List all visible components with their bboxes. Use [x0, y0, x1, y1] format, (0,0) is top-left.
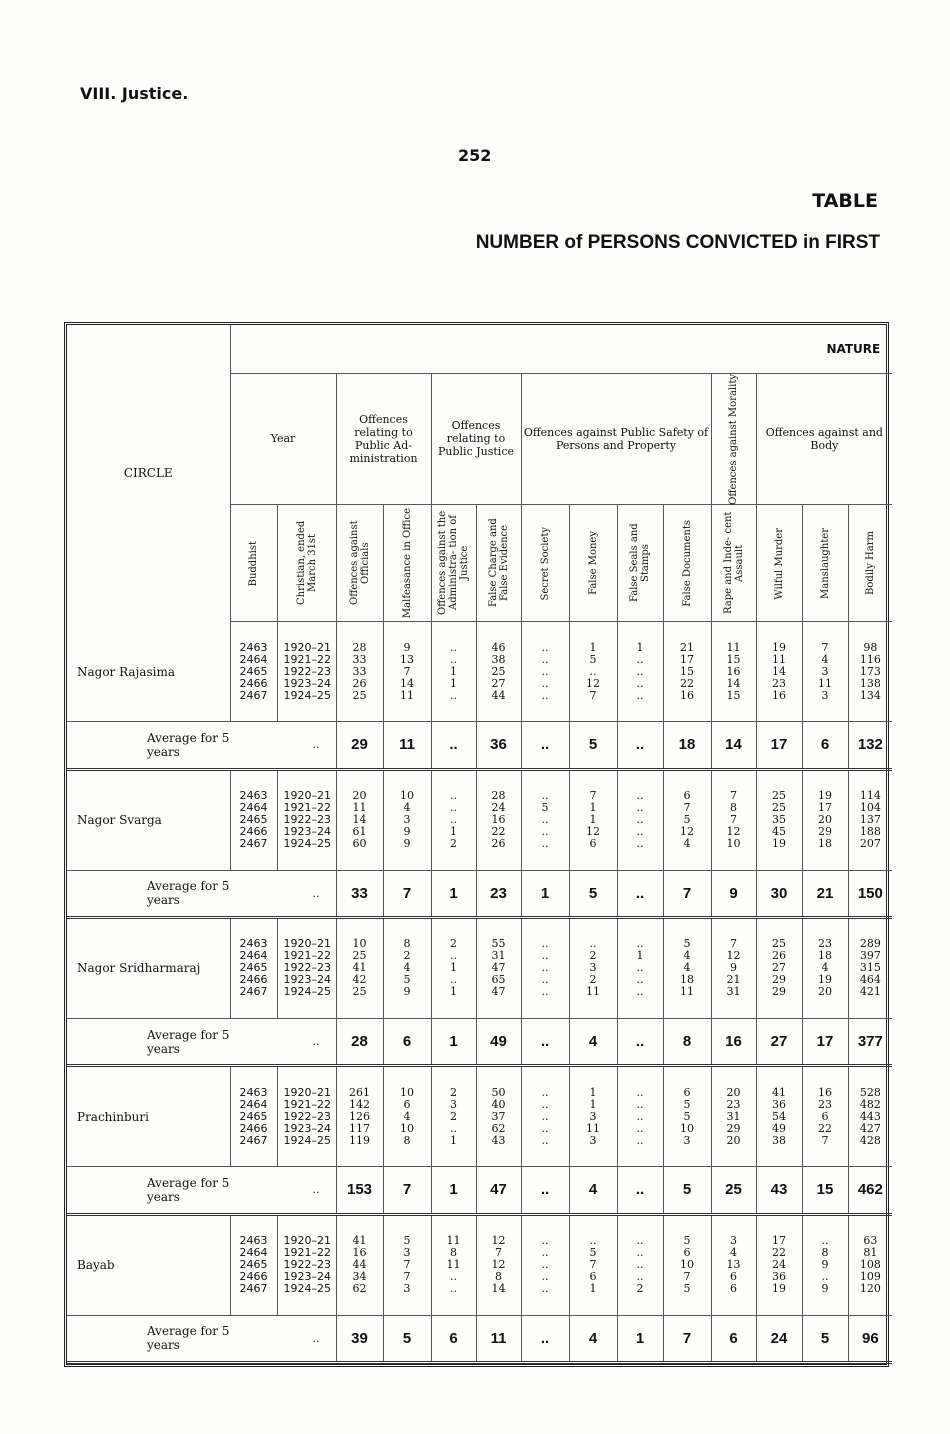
average-value: 7: [663, 1315, 711, 1362]
average-value: ..: [521, 1315, 569, 1362]
average-value: 5: [569, 722, 617, 769]
statistics-table-frame: [64, 322, 889, 1367]
buddhist-years: 2463 2464 2465 2466 2467: [230, 917, 277, 1018]
average-value: ..: [431, 722, 476, 769]
col-manslaughter: Manslaughter: [802, 505, 848, 622]
value-cell: 28 24 16 22 26: [476, 769, 521, 870]
col-rape-assault: Rape and Inde- cent Assault: [711, 505, 756, 622]
average-value: ..: [617, 722, 663, 769]
value-cell: 7 4 3 11 3: [802, 622, 848, 722]
average-value: 18: [663, 722, 711, 769]
average-value: ..: [521, 1018, 569, 1065]
average-value: ..: [617, 870, 663, 917]
value-cell: 17 22 24 36 19: [756, 1214, 802, 1315]
value-cell: 19 11 14 23 16: [756, 622, 802, 722]
value-cell: .. .. .. 1 2: [431, 769, 476, 870]
average-dots: ..: [277, 1167, 336, 1214]
value-cell: 5 3 7 7 3: [383, 1214, 431, 1315]
col-offences-officials: Offences against Officials: [336, 505, 383, 622]
average-value: 8: [663, 1018, 711, 1065]
value-cell: 10 4 3 9 9: [383, 769, 431, 870]
value-cell: 16 23 6 22 7: [802, 1066, 848, 1167]
value-cell: 10 6 4 10 8: [383, 1066, 431, 1167]
average-value: 4: [569, 1018, 617, 1065]
average-value: 25: [711, 1167, 756, 1214]
value-cell: 7 12 9 21 31: [711, 917, 756, 1018]
value-cell: .. .. .. .. ..: [521, 1214, 569, 1315]
value-cell: 28 33 33 26 25: [336, 622, 383, 722]
christian-years: 1920–21 1921–22 1922–23 1923–24 1924–25: [277, 622, 336, 722]
value-cell: 19 17 20 29 18: [802, 769, 848, 870]
value-cell: .. 5 .. .. ..: [521, 769, 569, 870]
circle-name: Nagor Rajasima: [77, 664, 175, 679]
average-value: 153: [336, 1167, 383, 1214]
circle-row: [67, 1066, 892, 1167]
average-spacer: [230, 1167, 277, 1214]
buddhist-years: 2463 2464 2465 2466 2467: [230, 622, 277, 722]
average-row: [67, 870, 892, 917]
average-value: 17: [802, 1018, 848, 1065]
col-malfeasance: Malfeasance in Office: [383, 505, 431, 622]
value-cell: 5 6 10 7 5: [663, 1214, 711, 1315]
value-cell: 1 .. .. .. ..: [617, 622, 663, 722]
average-value: 1: [521, 870, 569, 917]
average-value: 132: [848, 722, 892, 769]
average-label: Average for 5 years: [67, 1315, 230, 1362]
public-safety-header: Offences against Public Safety of Persons and Property: [521, 373, 711, 505]
average-dots: ..: [277, 722, 336, 769]
value-cell: 25 26 27 29 29: [756, 917, 802, 1018]
value-cell: .. .. 1 1 ..: [431, 622, 476, 722]
col-secret-society: Secret Society: [521, 505, 569, 622]
page-number: 252: [458, 146, 492, 165]
body-offences-header: Offences against and Body: [756, 373, 892, 505]
circle-name: Nagor Sridharmaraj: [77, 961, 201, 976]
average-row: [67, 1167, 892, 1214]
convictions-table: [67, 325, 892, 1364]
average-value: 6: [383, 1018, 431, 1065]
average-dots: ..: [277, 1018, 336, 1065]
value-cell: 5 4 4 18 11: [663, 917, 711, 1018]
circle-name: Nagor Svarga: [77, 813, 162, 828]
average-row: [67, 1315, 892, 1362]
average-value: 1: [431, 1167, 476, 1214]
value-cell: 2 3 2 .. 1: [431, 1066, 476, 1167]
value-cell: .. .. .. .. ..: [521, 917, 569, 1018]
value-cell: 6 7 5 12 4: [663, 769, 711, 870]
average-label: Average for 5 years: [67, 722, 230, 769]
value-cell: .. 2 3 2 11: [569, 917, 617, 1018]
average-value: 11: [383, 722, 431, 769]
value-cell: 289 397 315 464 421: [848, 917, 892, 1018]
col-false-documents: False Documents: [663, 505, 711, 622]
circle-row: [67, 769, 892, 870]
average-value: 27: [756, 1018, 802, 1065]
table-label: TABLE: [812, 190, 878, 212]
average-value: 4: [569, 1315, 617, 1362]
average-value: 1: [617, 1315, 663, 1362]
average-value: 29: [336, 722, 383, 769]
circle-row: [67, 622, 892, 722]
col-buddhist: Buddhist: [230, 505, 277, 622]
average-value: 47: [476, 1167, 521, 1214]
average-value: ..: [617, 1167, 663, 1214]
value-cell: .. .. .. .. ..: [521, 622, 569, 722]
value-cell: 21 17 15 22 16: [663, 622, 711, 722]
average-value: ..: [521, 722, 569, 769]
circle-row: [67, 917, 892, 1018]
public-administration-header: Offences relating to Public Ad- ministration: [336, 373, 431, 505]
average-value: 33: [336, 870, 383, 917]
average-value: 5: [569, 870, 617, 917]
value-cell: 41 16 44 34 62: [336, 1214, 383, 1315]
average-value: 39: [336, 1315, 383, 1362]
year-header: Year: [230, 373, 336, 505]
value-cell: 7 1 1 12 6: [569, 769, 617, 870]
value-cell: 25 25 35 45 19: [756, 769, 802, 870]
value-cell: .. 8 9 .. 9: [802, 1214, 848, 1315]
average-value: 9: [711, 870, 756, 917]
average-value: 6: [711, 1315, 756, 1362]
average-value: 1: [431, 1018, 476, 1065]
value-cell: 528 482 443 427 428: [848, 1066, 892, 1167]
table-subtitle: NUMBER of PERSONS CONVICTED in FIRST: [475, 232, 880, 253]
value-cell: 98 116 173 138 134: [848, 622, 892, 722]
value-cell: 55 31 47 65 47: [476, 917, 521, 1018]
circle-name: Prachinburi: [77, 1109, 149, 1124]
col-bodily-harm: Bodily Harm: [848, 505, 892, 622]
col-christian: Christian, ended March 31st: [277, 505, 336, 622]
value-cell: 261 142 126 117 119: [336, 1066, 383, 1167]
value-cell: 50 40 37 62 43: [476, 1066, 521, 1167]
value-cell: .. .. .. .. ..: [617, 769, 663, 870]
value-cell: 2 .. 1 .. 1: [431, 917, 476, 1018]
nature-header: NATURE: [230, 325, 892, 373]
average-value: 6: [802, 722, 848, 769]
average-value: 5: [802, 1315, 848, 1362]
average-value: 23: [476, 870, 521, 917]
value-cell: 46 38 25 27 44: [476, 622, 521, 722]
christian-years: 1920–21 1921–22 1922–23 1923–24 1924–25: [277, 1066, 336, 1167]
value-cell: 63 81 108 109 120: [848, 1214, 892, 1315]
value-cell: 8 2 4 5 9: [383, 917, 431, 1018]
value-cell: 11 15 16 14 15: [711, 622, 756, 722]
morality-header: Offences against Morality: [711, 373, 756, 505]
average-value: 4: [569, 1167, 617, 1214]
value-cell: 23 18 4 19 20: [802, 917, 848, 1018]
average-value: 1: [431, 870, 476, 917]
average-value: 43: [756, 1167, 802, 1214]
average-label: Average for 5 years: [67, 1167, 230, 1214]
christian-years: 1920–21 1921–22 1922–23 1923–24 1924–25: [277, 917, 336, 1018]
average-label: Average for 5 years: [67, 870, 230, 917]
value-cell: 114 104 137 188 207: [848, 769, 892, 870]
value-cell: 10 25 41 42 25: [336, 917, 383, 1018]
christian-years: 1920–21 1921–22 1922–23 1923–24 1924–25: [277, 1214, 336, 1315]
value-cell: 1 1 3 11 3: [569, 1066, 617, 1167]
average-value: 36: [476, 722, 521, 769]
average-value: 150: [848, 870, 892, 917]
christian-years: 1920–21 1921–22 1922–23 1923–24 1924–25: [277, 769, 336, 870]
average-value: 6: [431, 1315, 476, 1362]
circle-header: CIRCLE: [67, 325, 230, 622]
average-value: ..: [617, 1018, 663, 1065]
average-value: 21: [802, 870, 848, 917]
value-cell: .. .. .. .. ..: [617, 1066, 663, 1167]
value-cell: 1 5 .. 12 7: [569, 622, 617, 722]
average-value: 5: [663, 1167, 711, 1214]
average-label: Average for 5 years: [67, 1018, 230, 1065]
average-value: 28: [336, 1018, 383, 1065]
col-false-charge: False Charge and False Evidence: [476, 505, 521, 622]
average-spacer: [230, 870, 277, 917]
average-spacer: [230, 1315, 277, 1362]
average-value: 16: [711, 1018, 756, 1065]
value-cell: 11 8 11 .. ..: [431, 1214, 476, 1315]
buddhist-years: 2463 2464 2465 2466 2467: [230, 1214, 277, 1315]
value-cell: 7 8 7 12 10: [711, 769, 756, 870]
value-cell: .. 5 7 6 1: [569, 1214, 617, 1315]
value-cell: .. .. .. .. 2: [617, 1214, 663, 1315]
average-value: ..: [521, 1167, 569, 1214]
buddhist-years: 2463 2464 2465 2466 2467: [230, 1066, 277, 1167]
value-cell: 12 7 12 8 14: [476, 1214, 521, 1315]
col-false-seals: False Seals and Stamps: [617, 505, 663, 622]
average-value: 30: [756, 870, 802, 917]
circle-name: Bayab: [77, 1258, 115, 1273]
col-wilful-murder: Wilful Murder: [756, 505, 802, 622]
average-spacer: [230, 1018, 277, 1065]
section-title: VIII. Justice.: [80, 84, 189, 103]
value-cell: 20 11 14 61 60: [336, 769, 383, 870]
value-cell: 6 5 5 10 3: [663, 1066, 711, 1167]
value-cell: 9 13 7 14 11: [383, 622, 431, 722]
col-admin-justice: Offences against the Administra- tion of Justice: [431, 505, 476, 622]
average-value: 24: [756, 1315, 802, 1362]
average-value: 15: [802, 1167, 848, 1214]
average-dots: ..: [277, 870, 336, 917]
public-justice-header: Offences relating to Public Justice: [431, 373, 521, 505]
value-cell: 20 23 31 29 20: [711, 1066, 756, 1167]
col-false-money: False Money: [569, 505, 617, 622]
average-value: 17: [756, 722, 802, 769]
average-spacer: [230, 722, 277, 769]
average-row: [67, 1018, 892, 1065]
buddhist-years: 2463 2464 2465 2466 2467: [230, 769, 277, 870]
value-cell: .. .. .. .. ..: [521, 1066, 569, 1167]
average-dots: ..: [277, 1315, 336, 1362]
value-cell: .. 1 .. .. ..: [617, 917, 663, 1018]
average-value: 14: [711, 722, 756, 769]
average-value: 7: [383, 870, 431, 917]
value-cell: 41 36 54 49 38: [756, 1066, 802, 1167]
average-value: 11: [476, 1315, 521, 1362]
average-value: 462: [848, 1167, 892, 1214]
average-value: 7: [663, 870, 711, 917]
average-value: 7: [383, 1167, 431, 1214]
average-row: [67, 722, 892, 769]
average-value: 377: [848, 1018, 892, 1065]
circle-row: [67, 1214, 892, 1315]
average-value: 5: [383, 1315, 431, 1362]
average-value: 96: [848, 1315, 892, 1362]
average-value: 49: [476, 1018, 521, 1065]
value-cell: 3 4 13 6 6: [711, 1214, 756, 1315]
